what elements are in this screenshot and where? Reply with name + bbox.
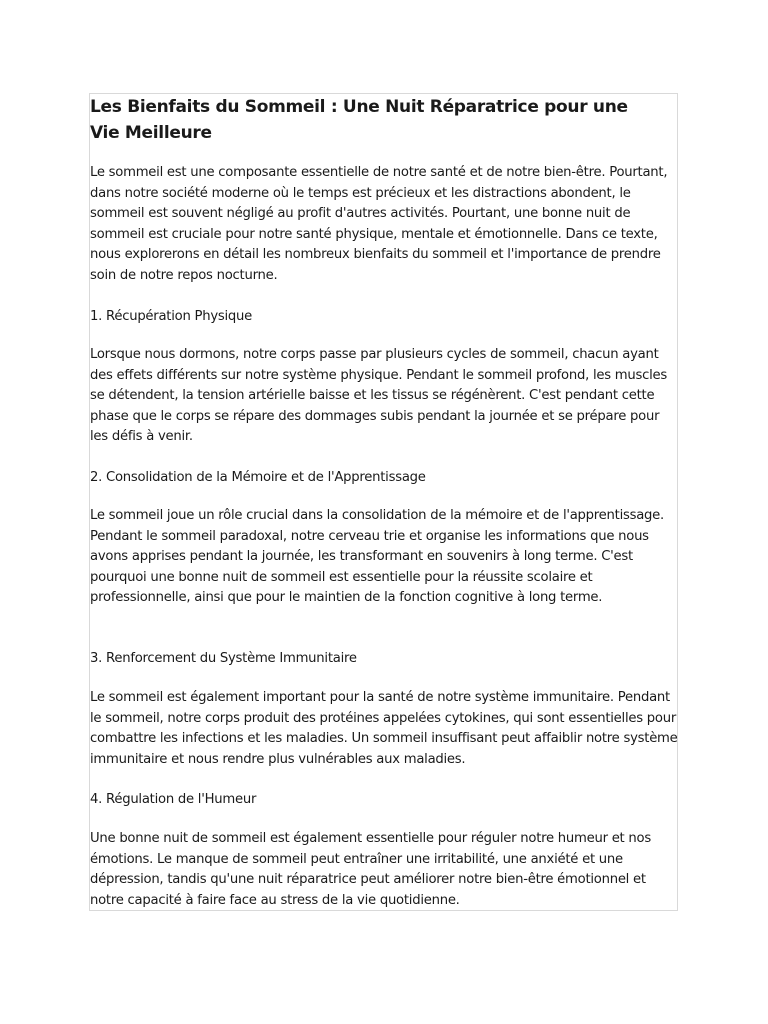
intro-paragraph: Le sommeil est une composante essentielle de notre santé et de notre bien-être. Pourtant, dans notre société moderne où le temps est précieux et les distractions abondent, le sommeil est souvent négligé au profit d'autres activités. Pourtant, une bonne nuit de sommeil est cruciale pour notre santé physique, mentale et émotionnelle. Dans ce texte, nous explorerons en détail les nombreux bienfaits du sommeil et l'importance de prendre soin de notre repos nocturne. <box>90 165 668 283</box>
document-title: Les Bienfaits du Sommeil : Une Nuit Réparatrice pour une Vie Meilleure <box>90 97 628 143</box>
section-heading-3: 3. Renforcement du Système Immunitaire <box>90 651 357 666</box>
section-body-4: Une bonne nuit de sommeil est également essentielle pour réguler notre humeur et nos émotions. Le manque de sommeil peut entraîner une irritabilité, une anxiété et une dépression, tandis qu'une nuit réparatrice peut améliorer notre bien-être émotionnel et notre capacité à faire face au stress de la vie quotidienne. <box>90 831 651 908</box>
section-body-2: Le sommeil joue un rôle crucial dans la consolidation de la mémoire et de l'apprentissage. Pendant le sommeil paradoxal, notre cerveau trie et organise les informations que nous avons apprises pendant la journée, les transformant en souvenirs à long terme. C'est pourquoi une bonne nuit de sommeil est essentielle pour la réussite scolaire et professionnelle, ainsi que pour le maintien de la fonction cognitive à long terme. <box>90 508 664 606</box>
section-heading-1: 1. Récupération Physique <box>90 309 252 324</box>
section-body-1: Lorsque nous dormons, notre corps passe par plusieurs cycles de sommeil, chacun ayant des effets différents sur notre système physique. Pendant le sommeil profond, les muscles se détendent, la tension artérielle baisse et les tissus se régénèrent. C'est pendant cette phase que le corps se répare des dommages subis pendant la journée et se prépare pour les défis à venir. <box>90 347 668 445</box>
section-body-3: Le sommeil est également important pour la santé de notre système immunitaire. Pendant le sommeil, notre corps produit des protéines appelées cytokines, qui sont essentielles pour combattre les infections et les maladies. Un sommeil insuffisant peut affaiblir notre système immunitaire et nous rendre plus vulnérables aux maladies. <box>90 690 678 767</box>
section-heading-4: 4. Régulation de l'Humeur <box>90 792 257 807</box>
section-heading-2: 2. Consolidation de la Mémoire et de l'Apprentissage <box>90 470 426 485</box>
